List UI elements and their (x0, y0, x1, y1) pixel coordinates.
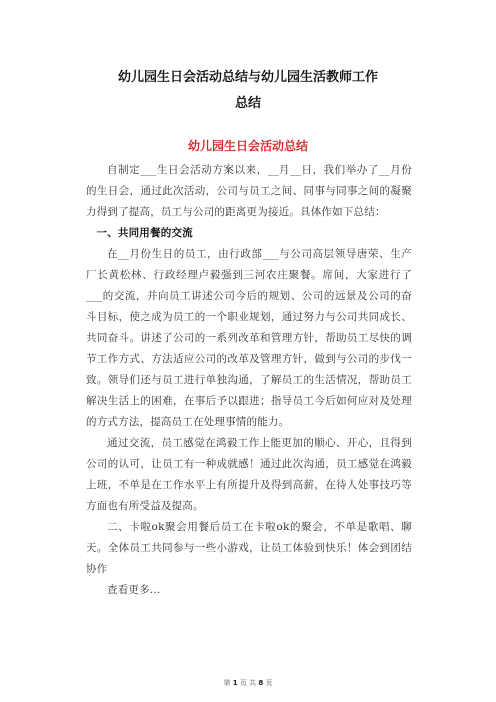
document-title-line-1: 幼儿园生日会活动总结与幼儿园生活教师工作 (117, 70, 378, 85)
paragraph-meal-exchange: 在__月份生日的员工，由行政部___与公司高层领导唐荣、生产厂长黄松林、行政经理卢毅强到三河农庄聚餐。席间，大家进行了___的交流，并向员工讲述公司今后的规划、公司的远景及公司的奋斗目标，使之成为员工的一个职业规划，通过努力与公司共同成长、共同奋斗。讲述了公司的一系列改革和管理方针，帮助员工尽快的调节工作方式、方法适应公司的改革及管理方针，做到与公司的步伐一致。领导们还与员工进行单独沟通，了解员工的生活情况，帮助员工解决生活上的困难，在事后予以跟进；指导员工今后如何应对及处理的方式方法，提高员工在处理事情的能力。 (86, 248, 412, 428)
footer-total-pages: 8 (258, 679, 264, 687)
paragraph-communication-result: 通过交流，员工感觉在鸿毅工作上能更加的顺心、开心，且得到公司的认可，让员工有一种成就感！通过此次沟通，员工感觉在鸿毅上班，不单是在工作水平上有所提升及得到高薪，在待人处事技巧等方面也有所受益及提高。 (86, 437, 412, 512)
heading-shared-meal: 一、共同用餐的交流 (96, 227, 193, 239)
view-more-link[interactable]: 查看更多... (107, 584, 161, 596)
paragraph-intro: 自制定___生日会活动方案以来，__月__日，我们举办了__月份的生日会，通过此次活动，公司与员工之间、同事与同事之间的凝聚力得到了提高，员工与公司的距离更为接近。具体作如下总结： (86, 164, 412, 218)
section-title: 幼儿园生日会活动总结 (187, 139, 308, 153)
document-title-line-2: 总结 (234, 96, 261, 111)
footer-prefix: 第 (223, 679, 231, 687)
page-footer (0, 678, 496, 688)
paragraph-karaoke: 二、卡啦ok聚会用餐后员工在卡啦ok的聚会，不单是歌唱、聊天。全体员工共同参与一些小游戏，让员工体验到快乐！体会到团结协作 (86, 521, 412, 575)
document-body (86, 160, 412, 601)
footer-suffix: 页 (265, 679, 273, 687)
footer-middle: 页 共 (239, 679, 257, 687)
footer-current-page: 1 (232, 679, 238, 687)
